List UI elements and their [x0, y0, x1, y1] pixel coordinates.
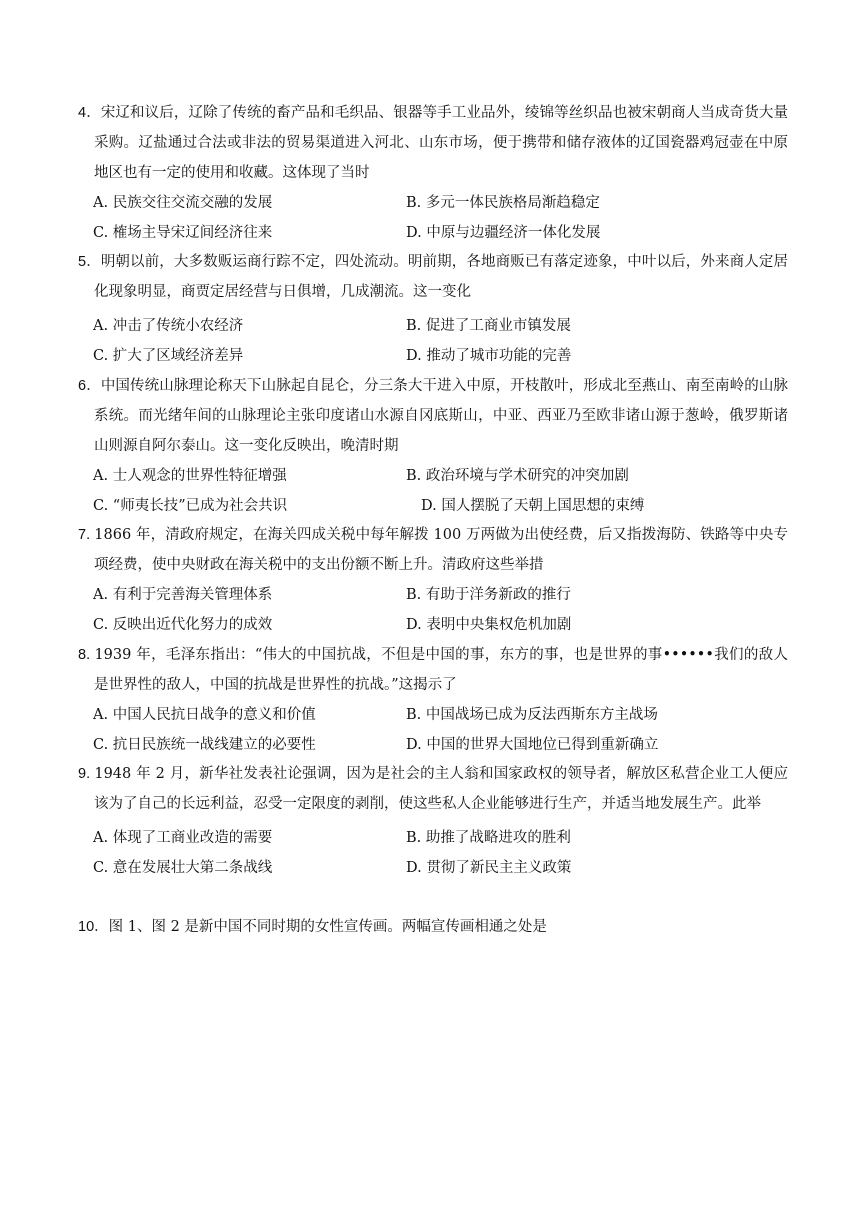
options-row-2	[93, 341, 788, 371]
option-c[interactable]: C. “师夷长技”已成为社会共识	[93, 498, 288, 514]
question-text: 1939 年，毛泽东指出：“伟大的中国抗战，不但是中国的事，东方的事，也是世界的事••••••我们的敌人是世界性的敌人，中国的抗战是世界性的抗战。”这揭示了	[94, 647, 788, 693]
options-row-2	[93, 218, 788, 248]
option-a[interactable]: A. 有利于完善海关管理体系	[93, 587, 273, 603]
option-d[interactable]: D. 推动了城市功能的完善	[406, 348, 572, 364]
options-row-1	[93, 580, 788, 610]
question-6	[78, 371, 788, 521]
option-c[interactable]: C. 抗日民族统一战线建立的必要性	[93, 737, 316, 753]
option-d[interactable]: D. 贯彻了新民主主义政策	[406, 860, 572, 876]
option-b[interactable]: B. 多元一体民族格局渐趋稳定	[406, 195, 600, 211]
option-a[interactable]: A. 冲击了传统小农经济	[93, 318, 244, 334]
question-number: 8.	[78, 647, 95, 663]
option-c[interactable]: C. 扩大了区域经济差异	[93, 348, 244, 364]
question-9-options	[78, 823, 788, 883]
option-d[interactable]: D. 表明中央集权危机加剧	[406, 617, 572, 633]
question-text: 1948 年 2 月，新华社发表社论强调，因为是社会的主人翁和国家政权的领导者，解放区私营企业工人便应该为了自己的长远利益，忍受一定限度的剥削，使这些私人企业能够进行生产，并适当地发展生产。此举	[94, 766, 789, 812]
question-4-options	[78, 188, 788, 248]
question-4-stem	[78, 98, 788, 188]
option-b[interactable]: B. 促进了工商业市镇发展	[406, 318, 571, 334]
question-9-stem	[78, 759, 788, 819]
options-row-2	[93, 610, 788, 640]
option-b[interactable]: B. 政治环境与学术研究的冲突加剧	[406, 468, 629, 484]
options-row-1	[93, 823, 788, 853]
question-text: 明朝以前，大多数贩运商行踪不定，四处流动。明前期，各地商贩已有落定迹象，中叶以后，外来商人定居化现象明显，商贾定居经营与日俱增，几成潮流。这一变化	[94, 254, 788, 300]
option-c[interactable]: C. 意在发展壮大第二条战线	[93, 860, 273, 876]
option-a[interactable]: A. 中国人民抗日战争的意义和价值	[93, 707, 316, 723]
question-8	[78, 640, 788, 760]
option-a[interactable]: A. 民族交往交流交融的发展	[93, 195, 273, 211]
question-number: 4．	[78, 105, 101, 121]
question-number: 5．	[78, 254, 101, 270]
option-a[interactable]: A. 士人观念的世界性特征增强	[93, 468, 287, 484]
option-c[interactable]: C. 榷场主导宋辽间经济往来	[93, 225, 273, 241]
option-d[interactable]: D. 中原与边疆经济一体化发展	[406, 225, 601, 241]
question-8-options	[78, 700, 788, 760]
question-9	[78, 759, 788, 883]
question-5-stem	[78, 247, 788, 307]
option-c[interactable]: C. 反映出近代化努力的成效	[93, 617, 273, 633]
option-b[interactable]: B. 中国战场已成为反法西斯东方主战场	[406, 707, 658, 723]
option-d[interactable]: D. 中国的世界大国地位已得到重新确立	[406, 737, 659, 753]
question-text: 宋辽和议后，辽除了传统的畜产品和毛织品、银器等手工业品外，绫锦等丝织品也被宋朝商人当成奇货大量采购。辽盐通过合法或非法的贸易渠道进入河北、山东市场，便于携带和储存液体的辽国瓷器鸡冠壶在中原地区也有一定的使用和收藏。这体现了当时	[94, 105, 788, 181]
question-10	[78, 912, 788, 942]
option-a[interactable]: A. 体现了工商业改造的需要	[93, 830, 273, 846]
options-row-1	[93, 188, 788, 218]
question-7-options	[78, 580, 788, 640]
options-row-1	[93, 461, 788, 491]
question-text: 图 1、图 2 是新中国不同时期的女性宣传画。两幅宣传画相通之处是	[108, 919, 547, 935]
options-row-1	[93, 700, 788, 730]
question-6-stem	[78, 371, 788, 461]
question-text: 中国传统山脉理论称天下山脉起自昆仑，分三条大干进入中原，开枝散叶，形成北至燕山、南至南岭的山脉系统。而光绪年间的山脉理论主张印度诸山水源自冈底斯山，中亚、西亚乃至欧非诸山源于葱岭，俄罗斯诸山则源自阿尔泰山。这一变化反映出，晚清时期	[94, 378, 788, 454]
question-number: 9.	[78, 766, 95, 782]
option-b[interactable]: B. 有助于洋务新政的推行	[406, 587, 571, 603]
question-5-options	[78, 311, 788, 371]
question-5	[78, 247, 788, 371]
options-row-2	[93, 730, 788, 760]
question-8-stem	[78, 640, 788, 700]
question-number: 10．	[78, 919, 109, 935]
option-b[interactable]: B. 助推了战略进攻的胜利	[406, 830, 571, 846]
question-text: 1866 年，清政府规定，在海关四成关税中每年解拨 100 万两做为出使经费，后又指拨海防、铁路等中央专项经费，使中央财政在海关税中的支出份额不断上升。清政府这些举措	[94, 527, 788, 573]
question-number: 7.	[78, 527, 95, 543]
question-4	[78, 98, 788, 248]
question-6-options	[78, 461, 788, 521]
question-10-stem	[78, 912, 788, 942]
question-7	[78, 520, 788, 640]
options-row-1	[93, 311, 788, 341]
question-number: 6．	[78, 378, 101, 394]
question-7-stem	[78, 520, 788, 580]
options-row-2	[93, 853, 788, 883]
options-row-2	[93, 491, 788, 521]
option-d[interactable]: D. 国人摆脱了天朝上国思想的束缚	[421, 498, 645, 514]
